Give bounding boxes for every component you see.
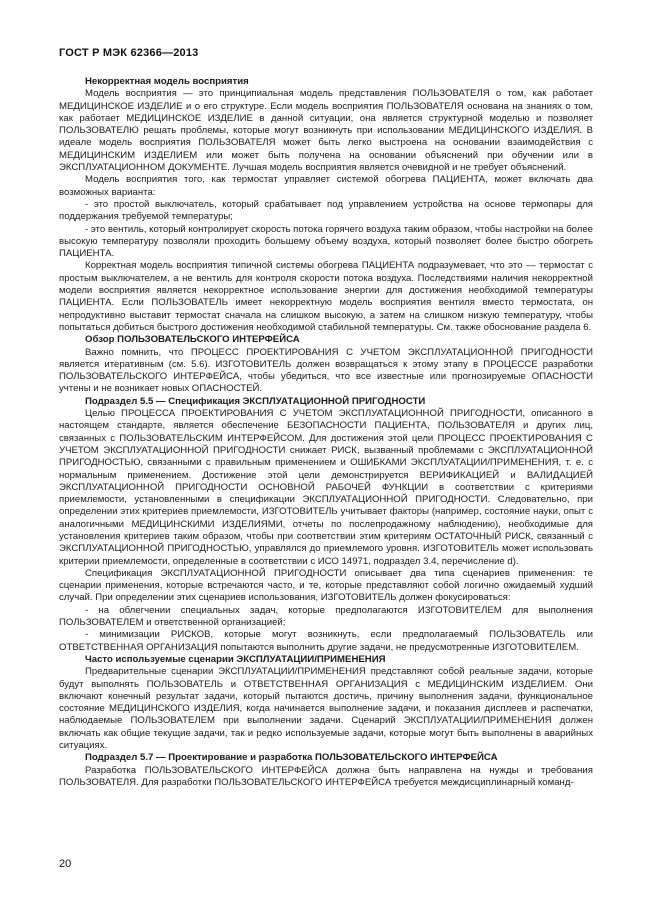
page-number: 20	[59, 858, 72, 870]
list-item: - это простой выключатель, который срабатывает под управлением устройства на основе термопары для поддержания требуемой температуры;	[59, 198, 593, 223]
heading-subsection-5-5: Подраздел 5.5 — Спецификация ЭКСПЛУАТАЦИОННОЙ ПРИГОДНОСТИ	[85, 395, 426, 407]
body-text	[59, 76, 593, 789]
heading-ui-overview: Обзор ПОЛЬЗОВАТЕЛЬСКОГО ИНТЕРФЕЙСА	[85, 334, 300, 346]
heading-frequent-scenarios: Часто используемые сценарии ЭКСПЛУАТАЦИИ/ПРИМЕНЕНИЯ	[85, 653, 386, 665]
list-item: - это вентиль, который контролирует скорость потока горячего воздуха таким образом, чтобы настройки на более высокую температуру позволяли проходить большему объему воздуха, который позволяет более быстро обогреть ПАЦИЕНТА.	[59, 223, 593, 260]
paragraph: Спецификация ЭКСПЛУАТАЦИОННОЙ ПРИГОДНОСТИ описывает два типа сценариев применения: те сценарии применения, которые встречаются часто, и те, которые представляют собой логично ожидаемый худший случай. При определении этих сценариев использования, ИЗГОТОВИТЕЛЬ должен фокусироваться:	[59, 567, 593, 604]
paragraph: Разработка ПОЛЬЗОВАТЕЛЬСКОГО ИНТЕРФЕЙСА должна быть направлена на нужды и требования ПОЛЬЗОВАТЕЛЯ. Для разработки ПОЛЬЗОВАТЕЛЬСКОГО ИНТЕРФЕЙСА требуется междисциплинарный команд-	[59, 764, 593, 788]
standard-header: ГОСТ Р МЭК 62366—2013	[59, 47, 199, 59]
list-item: - на облегчении специальных задач, которые предполагаются ИЗГОТОВИТЕЛЕМ для выполнения ПОЛЬЗОВАТЕЛЕМ и ответственной организацией;	[59, 604, 593, 629]
paragraph: Модель восприятия того, как термостат управляет системой обогрева ПАЦИЕНТА, может включать два возможных варианта:	[59, 174, 593, 198]
paragraph: Модель восприятия — это принципиальная модель представления ПОЛЬЗОВАТЕЛЯ о том, как работает МЕДИЦИНСКОЕ ИЗДЕЛИЕ и о его структуре. Если модель восприятия ПОЛЬЗОВАТЕЛЯ основана на знаниях о том, как работает МЕДИЦИНСКОЕ ИЗДЕЛИЕ в данной ситуации, она является структурной моделью и позволяет ПОЛЬЗОВАТЕЛЮ решать проблемы, которые могут возникнуть при использовании МЕДИЦИНСКОГО ИЗДЕЛИЯ. В идеале модель восприятия ПОЛЬЗОВАТЕЛЯ может быть легко выстроена на основании взаимодействия с МЕДИЦИНСКИМ ИЗДЕЛИЕМ или может быть получена на основании объяснений при обучении или в ЭКСПЛУАТАЦИОННОМ ДОКУМЕНТЕ. Лучшая модель восприятия является очевидной и не требует объяснений.	[59, 88, 593, 174]
paragraph: Корректная модель восприятия типичной системы обогрева ПАЦИЕНТА подразумевает, что это — термостат с простым выключателем, а не вентиль для контроля скорости потока воздуха. Последствиями наличия некорректной модели восприятия является некорректное использование энергии для достижения необходимой температуры ПАЦИЕНТА. Если ПОЛЬЗОВАТЕЛЬ имеет некорректную модель восприятия вентиля вместо термостата, он непродуктивно выставит термостат сначала на слишком высокую, а затем на слишком низкую температуру, чтобы попытаться добиться быстрого достижения необходимой стабильной температуры. См. также обоснование раздела 6.	[59, 260, 593, 333]
list-item: - минимизации РИСКОВ, которые могут возникнуть, если предполагаемый ПОЛЬЗОВАТЕЛЬ или ОТВЕТСТВЕННАЯ ОРГАНИЗАЦИЯ попытаются выполнить другие задачи, не предусмотренные ИЗГОТОВИТЕЛЕМ.	[59, 629, 593, 653]
paragraph: Важно помнить, что ПРОЦЕСС ПРОЕКТИРОВАНИЯ С УЧЕТОМ ЭКСПЛУАТАЦИОННОЙ ПРИГОДНОСТИ является итеративным (см. 5.6). ИЗГОТОВИТЕЛЬ должен возвращаться к этому этапу в ПРОЦЕССЕ разработки ПОЛЬЗОВАТЕЛЬСКОГО ИНТЕРФЕЙСА, чтобы убедиться, что все известные или прогнозируемые ОПАСНОСТИ учтены и не возникает новых ОПАСНОСТЕЙ.	[59, 346, 593, 395]
heading-incorrect-model: Некорректная модель восприятия	[85, 76, 249, 87]
paragraph: Предварительные сценарии ЭКСПЛУАТАЦИИ/ПРИМЕНЕНИЯ представляют собой реальные задачи, которые будут выполнять ПОЛЬЗОВАТЕЛЬ и ОТВЕТСТВЕННАЯ ОРГАНИЗАЦИЯ с МЕДИЦИНСКИМ ИЗДЕЛИЕМ. Они включают конечный результат задачи, который пытаются достичь, причину выполнения задачи, функциональное состояние МЕДИЦИНСКОГО ИЗДЕЛИЯ, когда начинается выполнение задачи, и показания дисплеев и распечатки, наблюдаемые ПОЛЬЗОВАТЕЛЕМ при выполнении задачи. Сценарий ЭКСПЛУАТАЦИИ/ПРИМЕНЕНИЯ должен включать как общие текущие задачи, так и редко используемые задачи, которые могут быть выполнены в аварийных ситуациях.	[59, 666, 593, 752]
heading-subsection-5-7: Подраздел 5.7 — Проектирование и разработка ПОЛЬЗОВАТЕЛЬСКОГО ИНТЕРФЕЙСА	[85, 752, 498, 764]
paragraph: Целью ПРОЦЕССА ПРОЕКТИРОВАНИЯ С УЧЕТОМ ЭКСПЛУАТАЦИОННОЙ ПРИГОДНОСТИ, описанного в настоящем стандарте, является обеспечение БЕЗОПАСНОСТИ ПАЦИЕНТА, ПОЛЬЗОВАТЕЛЯ и других лиц, связанных с ПОЛЬЗОВАТЕЛЬСКИМ ИНТЕРФЕЙСОМ. Для достижения этой цели ПРОЦЕСС ПРОЕКТИРОВАНИЯ С УЧЕТОМ ЭКСПЛУАТАЦИОННОЙ ПРИГОДНОСТИ снижает РИСК, вызванный проблемами с ЭКСПЛУАТАЦИОННОЙ ПРИГОДНОСТЬЮ, связанными с правильным применением и ОШИБКАМИ ЭКСПЛУАТАЦИИ/ПРИМЕНЕНИЯ, т. е. с нормальным применением. Достижение этой цели демонстрируется ВЕРИФИКАЦИЕЙ и ВАЛИДАЦИЕЙ ЭКСПЛУАТАЦИОННОЙ ПРИГОДНОСТИ ОСНОВНОЙ РАБОЧЕЙ ФУНКЦИИ в соответствии с критериями приемлемости, установленными в спецификации ЭКСПЛУАТАЦИОННОЙ ПРИГОДНОСТИ. Следовательно, при определении этих критериев приемлемости, ИЗГОТОВИТЕЛЬ учитывает факторы (например, состояние науки, опыт с аналогичными МЕДИЦИНСКИМИ ИЗДЕЛИЯМИ, отчеты по послепродажному наблюдению), необходимые для установления критериев таким образом, чтобы при соответствии этим критериям ОСТАТОЧНЫЙ РИСК, связанный с ЭКСПЛУАТАЦИОННОЙ ПРИГОДНОСТЬЮ, управлялся до приемлемого уровня. ИЗГОТОВИТЕЛЬ может использовать критерии приемлемости, определенные в соответствии с ИСО 14971, подраздел 3.4, перечисление d).	[59, 408, 593, 567]
